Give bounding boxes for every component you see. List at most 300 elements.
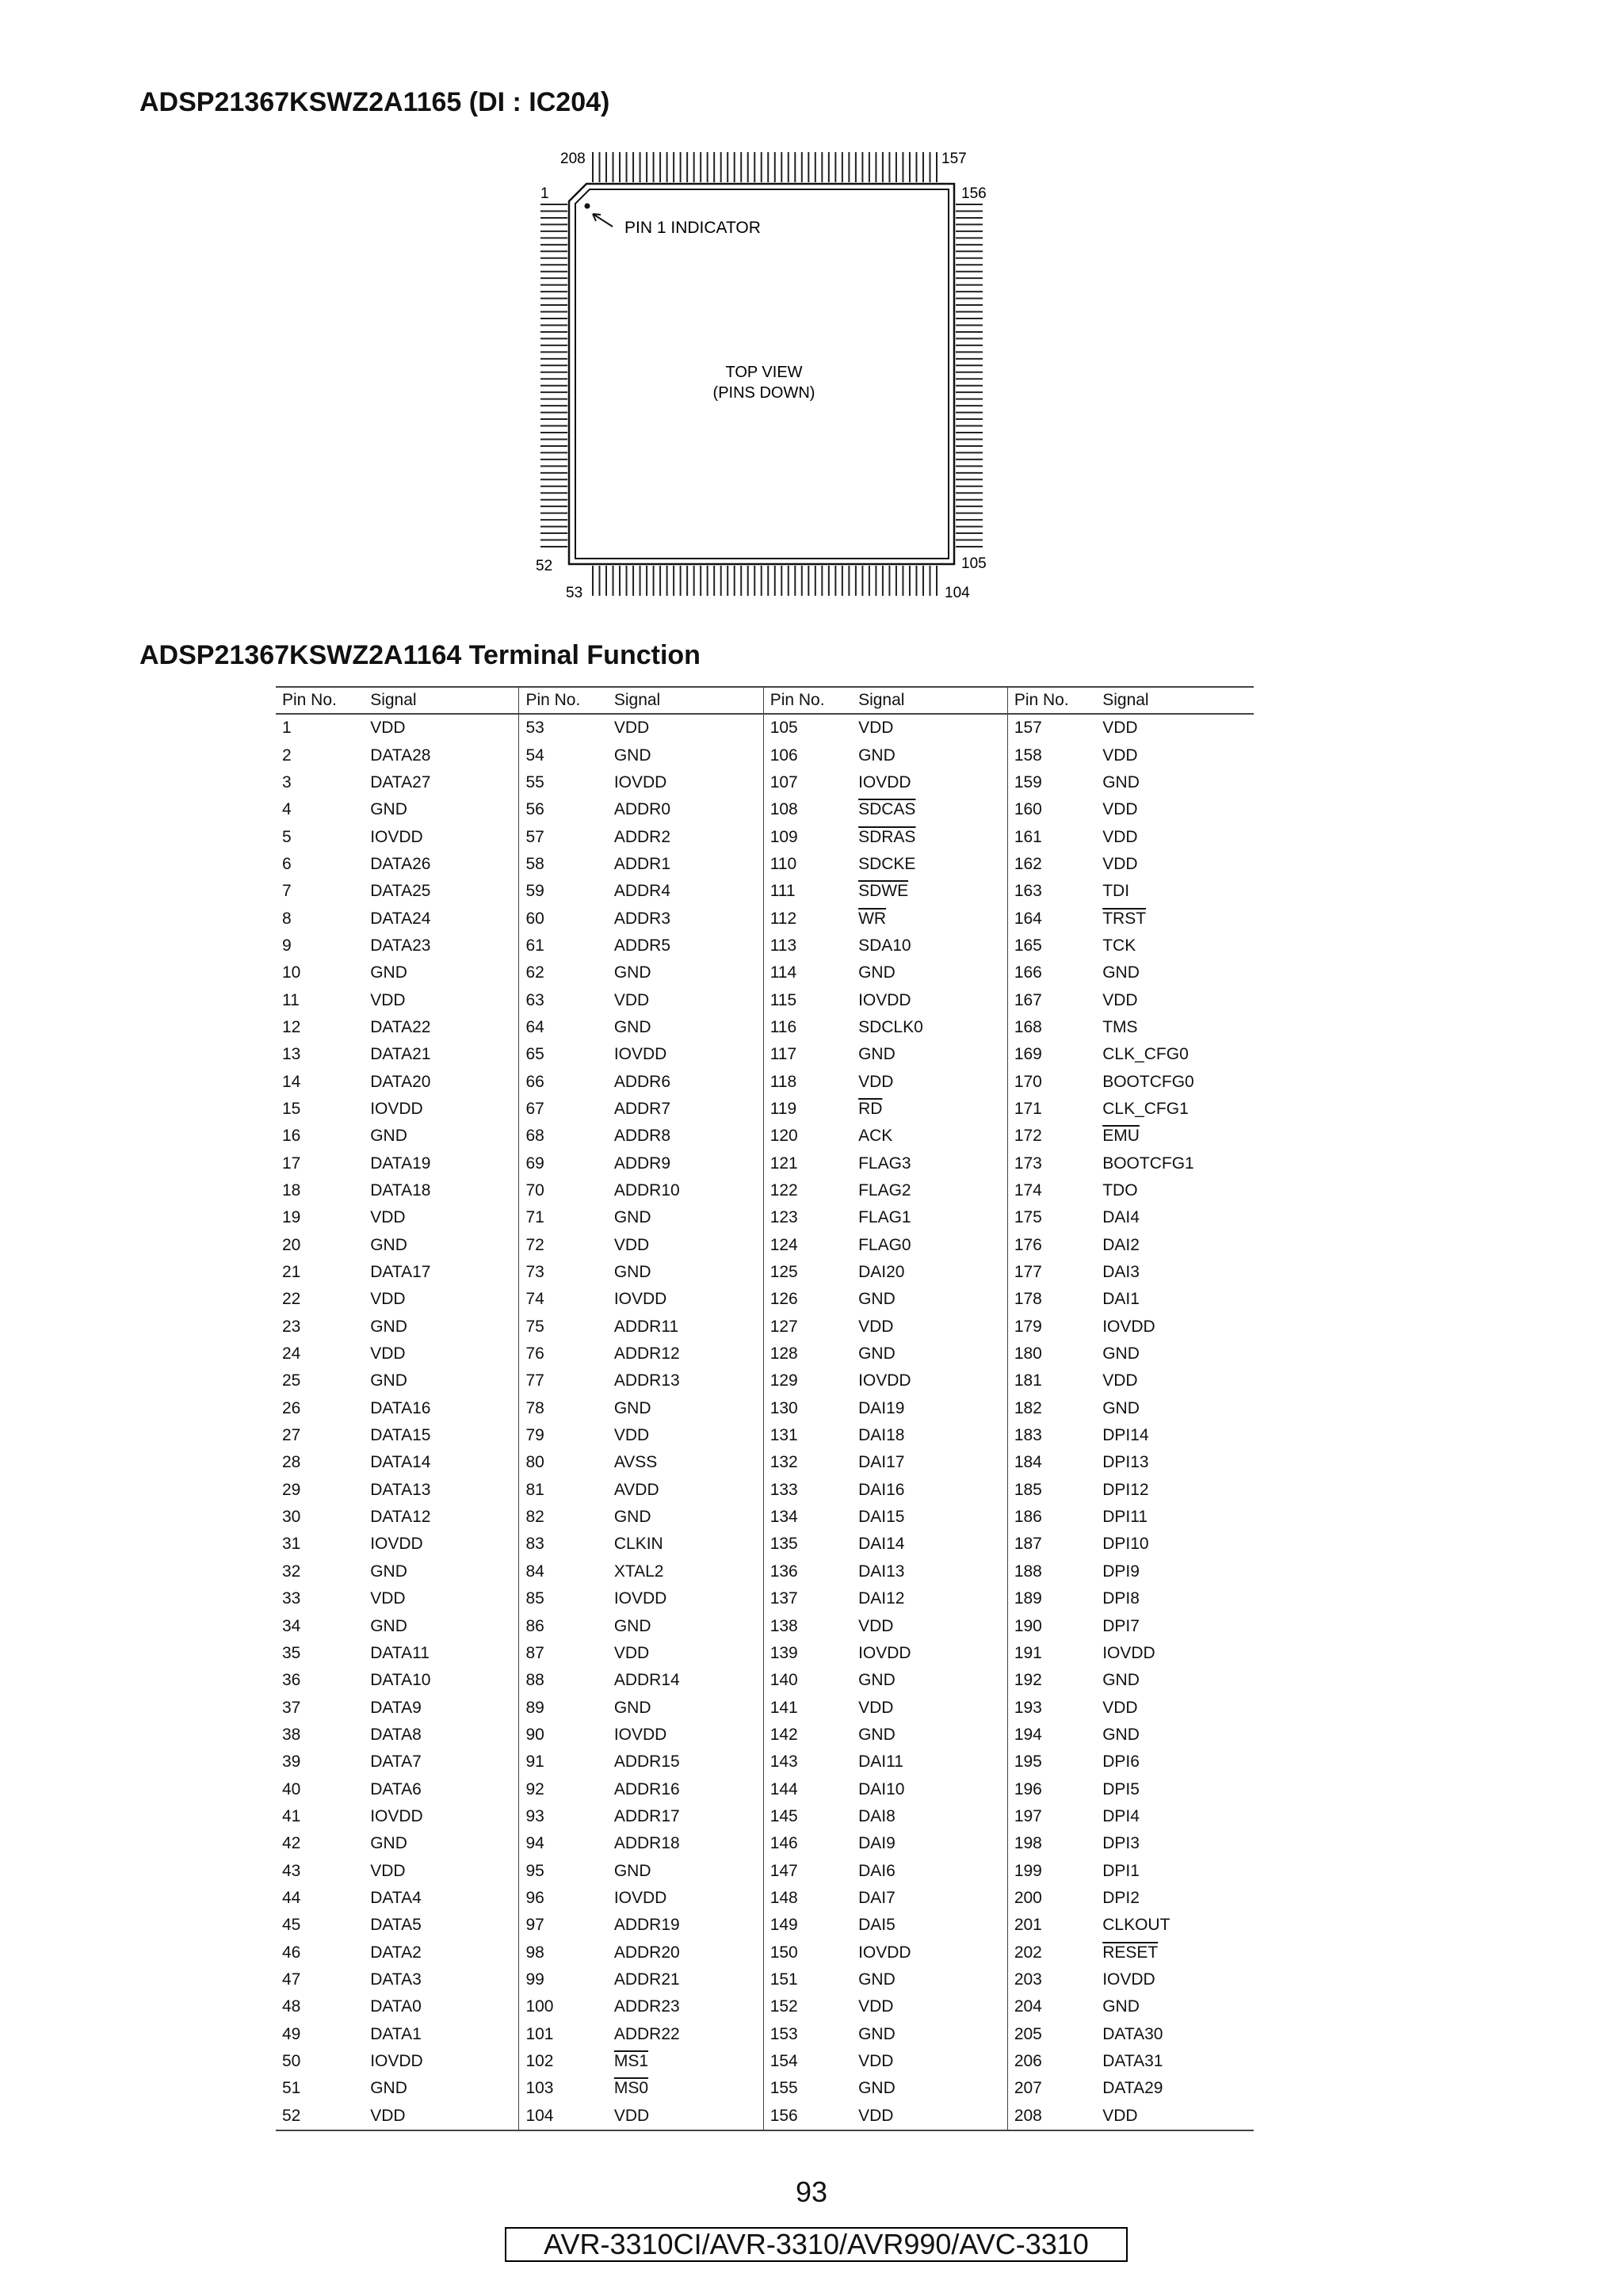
pin-number-cell: 141 bbox=[763, 1694, 852, 1721]
pin-number-cell: 66 bbox=[519, 1068, 608, 1095]
table-row bbox=[276, 1585, 1254, 1612]
pin-number-cell: 61 bbox=[519, 933, 608, 959]
pin-number-cell: 58 bbox=[519, 851, 608, 878]
signal-cell: IOVDD bbox=[370, 2052, 423, 2071]
page-number: 93 bbox=[795, 2176, 828, 2208]
pin-number-cell: 149 bbox=[763, 1912, 852, 1939]
pin-number-cell: 191 bbox=[1007, 1640, 1096, 1667]
pin-number-cell: 59 bbox=[519, 878, 608, 905]
table-row bbox=[276, 823, 1254, 850]
pin-number-cell: 83 bbox=[519, 1531, 608, 1558]
pin-number-cell: 102 bbox=[519, 2048, 608, 2075]
signal-cell: GND bbox=[370, 1371, 407, 1390]
signal-cell: VDD bbox=[1102, 990, 1138, 1009]
left-pin-column bbox=[540, 204, 567, 547]
pin-number-cell: 71 bbox=[519, 1204, 608, 1231]
signal-cell: GND bbox=[858, 1045, 896, 1064]
signal-cell: IOVDD bbox=[858, 1943, 911, 1962]
signal-cell: DATA27 bbox=[370, 772, 431, 791]
signal-cell: DATA31 bbox=[1102, 2052, 1163, 2071]
signal-cell: IOVDD bbox=[1102, 1317, 1155, 1336]
pin-number-cell: 183 bbox=[1007, 1422, 1096, 1449]
signal-cell: DATA21 bbox=[370, 1045, 431, 1064]
pin-label-53: 53 bbox=[566, 585, 583, 601]
pin-number-cell: 24 bbox=[282, 1344, 301, 1363]
signal-cell: DATA30 bbox=[1102, 2024, 1163, 2043]
pin-number-cell: 156 bbox=[763, 2103, 852, 2130]
signal-cell: IOVDD bbox=[858, 772, 911, 791]
signal-cell: BOOTCFG1 bbox=[1102, 1154, 1194, 1173]
table-row bbox=[276, 959, 1254, 986]
pin-number-cell: 80 bbox=[519, 1449, 608, 1476]
pin-number-cell: 208 bbox=[1007, 2103, 1096, 2130]
pin-number-cell: 77 bbox=[519, 1367, 608, 1394]
signal-cell: ADDR14 bbox=[613, 1671, 680, 1690]
signal-cell: ADDR12 bbox=[613, 1344, 680, 1363]
pin-label-156: 156 bbox=[961, 185, 987, 202]
pin-number-cell: 173 bbox=[1007, 1150, 1096, 1177]
pin-number-cell: 124 bbox=[763, 1232, 852, 1259]
pin-number-cell: 46 bbox=[282, 1943, 301, 1962]
header-signal: Signal bbox=[1096, 687, 1254, 714]
pin-number-cell: 147 bbox=[763, 1857, 852, 1884]
pin-number-cell: 11 bbox=[282, 990, 300, 1009]
signal-cell: ADDR5 bbox=[613, 936, 671, 955]
signal-cell: DAI16 bbox=[858, 1480, 905, 1499]
table-row bbox=[276, 2048, 1254, 2075]
signal-cell: DAI3 bbox=[1102, 1263, 1140, 1282]
table-row bbox=[276, 1912, 1254, 1939]
table-row bbox=[276, 2103, 1254, 2130]
pin-number-cell: 100 bbox=[519, 1993, 608, 2020]
pin-number-cell: 13 bbox=[282, 1045, 301, 1064]
pin-number-cell: 143 bbox=[763, 1749, 852, 1775]
pin-number-cell: 187 bbox=[1007, 1531, 1096, 1558]
pin-number-cell: 96 bbox=[519, 1885, 608, 1912]
table-row bbox=[276, 878, 1254, 905]
pin-number-cell: 125 bbox=[763, 1259, 852, 1286]
pin-number-cell: 79 bbox=[519, 1422, 608, 1449]
signal-cell: DATA3 bbox=[370, 1970, 422, 1989]
pin-number-cell: 56 bbox=[519, 796, 608, 823]
pin-number-cell: 184 bbox=[1007, 1449, 1096, 1476]
pin-number-cell: 109 bbox=[763, 823, 852, 850]
signal-cell: DATA2 bbox=[370, 1943, 422, 1962]
top-pin-row bbox=[593, 152, 937, 182]
signal-cell: DATA22 bbox=[370, 1017, 431, 1036]
signal-cell: MS0 bbox=[613, 2079, 649, 2098]
table-row bbox=[276, 2021, 1254, 2048]
table-row bbox=[276, 1857, 1254, 1884]
pin-number-cell: 81 bbox=[519, 1477, 608, 1504]
signal-cell: ADDR7 bbox=[613, 1099, 671, 1118]
table-row bbox=[276, 1367, 1254, 1394]
signal-cell: TDO bbox=[1102, 1181, 1138, 1200]
table-row bbox=[276, 742, 1254, 769]
pin-number-cell: 186 bbox=[1007, 1504, 1096, 1531]
pin-number-cell: 140 bbox=[763, 1667, 852, 1694]
signal-cell: ADDR23 bbox=[613, 1997, 680, 2016]
signal-cell: DAI11 bbox=[858, 1753, 903, 1772]
signal-cell: ADDR8 bbox=[613, 1127, 671, 1146]
table-row bbox=[276, 1667, 1254, 1694]
pin-label-105: 105 bbox=[961, 555, 987, 572]
pin-number-cell: 101 bbox=[519, 2021, 608, 2048]
pin-number-cell: 196 bbox=[1007, 1775, 1096, 1802]
table-row bbox=[276, 905, 1254, 932]
pin-number-cell: 74 bbox=[519, 1286, 608, 1313]
pin-number-cell: 23 bbox=[282, 1317, 301, 1336]
pin-number-cell: 130 bbox=[763, 1395, 852, 1422]
pin-number-cell: 64 bbox=[519, 1014, 608, 1041]
header-pin-no: Pin No. bbox=[763, 687, 852, 714]
signal-cell: GND bbox=[1102, 1997, 1140, 2016]
table-row bbox=[276, 769, 1254, 796]
pin-number-cell: 94 bbox=[519, 1830, 608, 1857]
table-row bbox=[276, 1885, 1254, 1912]
pin-number-cell: 5 bbox=[282, 827, 292, 846]
signal-cell: DATA4 bbox=[370, 1888, 422, 1907]
signal-cell: VDD bbox=[1102, 854, 1138, 873]
pin-number-cell: 17 bbox=[282, 1154, 301, 1173]
pin-number-cell: 201 bbox=[1007, 1912, 1096, 1939]
table-row bbox=[276, 1612, 1254, 1639]
pin-number-cell: 206 bbox=[1007, 2048, 1096, 2075]
pin-number-cell: 107 bbox=[763, 769, 852, 796]
table-row bbox=[276, 1558, 1254, 1585]
table-row bbox=[276, 1504, 1254, 1531]
pin-number-cell: 84 bbox=[519, 1558, 608, 1585]
signal-cell: GND bbox=[613, 1861, 651, 1880]
signal-cell: VDD bbox=[852, 2103, 1007, 2130]
pin-number-cell: 22 bbox=[282, 1290, 301, 1309]
pin-number-cell: 105 bbox=[763, 714, 852, 742]
table-row bbox=[276, 1096, 1254, 1123]
pin-number-cell: 57 bbox=[519, 823, 608, 850]
table-row bbox=[276, 1694, 1254, 1721]
pin-number-cell: 82 bbox=[519, 1504, 608, 1531]
pin-number-cell: 188 bbox=[1007, 1558, 1096, 1585]
pin-number-cell: 178 bbox=[1007, 1286, 1096, 1313]
signal-cell: IOVDD bbox=[1102, 1970, 1155, 1989]
pin-label-208: 208 bbox=[560, 151, 586, 167]
signal-cell: DATA1 bbox=[370, 2024, 422, 2043]
pin-number-cell: 85 bbox=[519, 1585, 608, 1612]
signal-cell: $\overline{WR}$ bbox=[858, 909, 887, 928]
signal-cell: SDA10 bbox=[858, 936, 911, 955]
pin-number-cell: 48 bbox=[282, 1997, 301, 2016]
table-row bbox=[276, 1939, 1254, 1966]
signal-cell: VDD bbox=[613, 1643, 650, 1662]
signal-cell: DPI14 bbox=[1102, 1426, 1149, 1445]
pin-number-cell: 18 bbox=[282, 1181, 301, 1200]
pin-number-cell: 193 bbox=[1007, 1694, 1096, 1721]
table-row bbox=[276, 1259, 1254, 1286]
signal-cell: GND bbox=[858, 1671, 896, 1690]
pin-number-cell: 63 bbox=[519, 986, 608, 1013]
signal-cell: ADDR13 bbox=[613, 1371, 680, 1390]
signal-cell: GND bbox=[858, 963, 896, 982]
signal-cell: DATA23 bbox=[370, 936, 431, 955]
pin-label-52: 52 bbox=[536, 558, 553, 574]
signal-cell: VDD bbox=[370, 1290, 406, 1309]
signal-cell: GND bbox=[858, 1290, 896, 1309]
pin-number-cell: 119 bbox=[763, 1096, 852, 1123]
signal-cell: DAI4 bbox=[1102, 1208, 1140, 1227]
signal-cell: DPI13 bbox=[1102, 1453, 1149, 1472]
pin-number-cell: 30 bbox=[282, 1508, 301, 1527]
signal-cell: DATA28 bbox=[370, 746, 431, 765]
pin-number-cell: 9 bbox=[282, 936, 292, 955]
signal-cell: VDD bbox=[858, 719, 894, 738]
pin-number-cell: 144 bbox=[763, 1775, 852, 1802]
table-row bbox=[276, 1286, 1254, 1313]
pin-number-cell: 45 bbox=[282, 1916, 301, 1935]
signal-cell: SDCKE bbox=[858, 854, 916, 873]
signal-cell: VDD bbox=[858, 1616, 894, 1635]
pin-number-cell: 180 bbox=[1007, 1341, 1096, 1367]
signal-cell: FLAG1 bbox=[858, 1208, 911, 1227]
signal-cell: FLAG0 bbox=[858, 1235, 911, 1254]
signal-cell: ADDR2 bbox=[613, 827, 671, 846]
pin-number-cell: 50 bbox=[282, 2052, 301, 2071]
pin-number-cell: 73 bbox=[519, 1259, 608, 1286]
pin-number-cell: 19 bbox=[282, 1208, 301, 1227]
pin-number-cell: 110 bbox=[763, 851, 852, 878]
table-row bbox=[276, 933, 1254, 959]
signal-cell: IOVDD bbox=[613, 1725, 667, 1744]
pin-number-cell: 89 bbox=[519, 1694, 608, 1721]
pin-number-cell: 115 bbox=[763, 986, 852, 1013]
pin-number-cell: 76 bbox=[519, 1341, 608, 1367]
table-row bbox=[276, 796, 1254, 823]
signal-cell: CLKIN bbox=[613, 1535, 663, 1554]
pin-number-cell: 75 bbox=[519, 1314, 608, 1341]
signal-cell: VDD bbox=[1102, 746, 1138, 765]
table-row bbox=[276, 1395, 1254, 1422]
signal-cell: VDD bbox=[613, 990, 650, 1009]
pin-number-cell: 67 bbox=[519, 1096, 608, 1123]
signal-cell: DAI14 bbox=[858, 1535, 905, 1554]
signal-cell: DATA25 bbox=[370, 882, 431, 901]
pin-number-cell: 103 bbox=[519, 2075, 608, 2102]
pin-number-cell: 108 bbox=[763, 796, 852, 823]
signal-cell: VDD bbox=[613, 719, 650, 738]
signal-cell: DATA24 bbox=[370, 909, 431, 928]
bottom-pin-row bbox=[593, 566, 937, 596]
signal-cell: DPI11 bbox=[1102, 1508, 1148, 1527]
signal-cell: GND bbox=[858, 1344, 896, 1363]
pin-number-cell: 93 bbox=[519, 1803, 608, 1830]
pin-number-cell: 166 bbox=[1007, 959, 1096, 986]
pin-number-cell: 4 bbox=[282, 800, 292, 819]
pin-number-cell: 65 bbox=[519, 1041, 608, 1068]
signal-cell: DPI6 bbox=[1102, 1753, 1140, 1772]
header-signal: Signal bbox=[608, 687, 763, 714]
signal-cell: DPI9 bbox=[1102, 1562, 1140, 1581]
top-view-label: TOP VIEW bbox=[725, 364, 803, 381]
pin-number-cell: 99 bbox=[519, 1966, 608, 1993]
signal-cell: FLAG3 bbox=[858, 1154, 911, 1173]
signal-cell: SDCLK0 bbox=[858, 1017, 923, 1036]
table-row bbox=[276, 1341, 1254, 1367]
signal-cell: DATA8 bbox=[370, 1725, 422, 1744]
signal-cell: ACK bbox=[858, 1127, 893, 1146]
pin-number-cell: 172 bbox=[1007, 1123, 1096, 1150]
signal-cell: MS1 bbox=[613, 2052, 649, 2071]
pin-number-cell: 202 bbox=[1007, 1939, 1096, 1966]
signal-cell: VDD bbox=[1102, 800, 1138, 819]
signal-cell: GND bbox=[613, 1398, 651, 1417]
pin-number-cell: 37 bbox=[282, 1698, 301, 1717]
signal-cell: DATA9 bbox=[370, 1698, 422, 1717]
table-row bbox=[276, 1775, 1254, 1802]
header-pin-no: Pin No. bbox=[1007, 687, 1096, 714]
pin-number-cell: 132 bbox=[763, 1449, 852, 1476]
pin-number-cell: 118 bbox=[763, 1068, 852, 1095]
signal-cell: DAI2 bbox=[1102, 1235, 1140, 1254]
pin-number-cell: 1 bbox=[282, 719, 292, 738]
table-row bbox=[276, 1993, 1254, 2020]
pin-number-cell: 16 bbox=[282, 1127, 301, 1146]
signal-cell: GND bbox=[858, 2079, 896, 2098]
pin-number-cell: 133 bbox=[763, 1477, 852, 1504]
pin-number-cell: 88 bbox=[519, 1667, 608, 1694]
signal-cell: IOVDD bbox=[858, 1643, 911, 1662]
pin-number-cell: 151 bbox=[763, 1966, 852, 1993]
pin-number-cell: 179 bbox=[1007, 1314, 1096, 1341]
signal-cell: IOVDD bbox=[613, 1589, 667, 1608]
signal-cell: DAI7 bbox=[858, 1888, 896, 1907]
pin-number-cell: 27 bbox=[282, 1426, 301, 1445]
signal-cell: BOOTCFG0 bbox=[1102, 1072, 1194, 1091]
table-row bbox=[276, 1449, 1254, 1476]
signal-cell: GND bbox=[613, 1208, 651, 1227]
signal-cell: ADDR20 bbox=[613, 1943, 680, 1962]
signal-cell: DPI7 bbox=[1102, 1616, 1140, 1635]
signal-cell: DPI3 bbox=[1102, 1834, 1140, 1853]
signal-cell: DPI5 bbox=[1102, 1779, 1140, 1798]
pin-number-cell: 104 bbox=[519, 2103, 608, 2130]
pin-number-cell: 25 bbox=[282, 1371, 301, 1390]
table-row bbox=[276, 1422, 1254, 1449]
signal-cell: VDD bbox=[370, 1344, 406, 1363]
pin-number-cell: 7 bbox=[282, 882, 292, 901]
pin-number-cell: 167 bbox=[1007, 986, 1096, 1013]
pin-number-cell: 199 bbox=[1007, 1857, 1096, 1884]
pin-number-cell: 86 bbox=[519, 1612, 608, 1639]
pin-number-cell: 142 bbox=[763, 1722, 852, 1749]
signal-cell: ADDR9 bbox=[613, 1154, 671, 1173]
pin-number-cell: 192 bbox=[1007, 1667, 1096, 1694]
signal-cell: DPI10 bbox=[1102, 1535, 1149, 1554]
pin-number-cell: 136 bbox=[763, 1558, 852, 1585]
signal-cell: GND bbox=[370, 2079, 407, 2098]
signal-cell: DATA11 bbox=[370, 1643, 430, 1662]
pin-number-cell: 32 bbox=[282, 1562, 301, 1581]
pin-number-cell: 98 bbox=[519, 1939, 608, 1966]
signal-cell: DATA15 bbox=[370, 1426, 431, 1445]
signal-cell: DAI18 bbox=[858, 1426, 905, 1445]
pin-number-cell: 174 bbox=[1007, 1177, 1096, 1204]
pin-number-cell: 194 bbox=[1007, 1722, 1096, 1749]
signal-cell: IOVDD bbox=[613, 772, 667, 791]
signal-cell: IOVDD bbox=[858, 990, 911, 1009]
signal-cell: SDRAS bbox=[858, 827, 916, 846]
table-row bbox=[276, 1232, 1254, 1259]
signal-cell: GND bbox=[1102, 963, 1140, 982]
signal-cell: VDD bbox=[370, 990, 406, 1009]
pin-number-cell: 70 bbox=[519, 1177, 608, 1204]
signal-cell: IOVDD bbox=[613, 1045, 667, 1064]
pin-number-cell: 152 bbox=[763, 1993, 852, 2020]
signal-cell: VDD bbox=[1102, 1371, 1138, 1390]
pin-number-cell: 90 bbox=[519, 1722, 608, 1749]
signal-cell: FLAG2 bbox=[858, 1181, 911, 1200]
pin-label-157: 157 bbox=[941, 151, 967, 167]
signal-cell: $\overline{RD}$ bbox=[858, 1099, 883, 1118]
signal-cell: IOVDD bbox=[370, 1099, 423, 1118]
pin-number-cell: 126 bbox=[763, 1286, 852, 1313]
pin-number-cell: 116 bbox=[763, 1014, 852, 1041]
pin-number-cell: 163 bbox=[1007, 878, 1096, 905]
pin-number-cell: 121 bbox=[763, 1150, 852, 1177]
chip-package-diagram bbox=[523, 143, 999, 610]
pin-number-cell: 117 bbox=[763, 1041, 852, 1068]
signal-cell: DATA18 bbox=[370, 1181, 431, 1200]
signal-cell: DATA0 bbox=[370, 1997, 422, 2016]
pin-number-cell: 182 bbox=[1007, 1395, 1096, 1422]
pin-number-cell: 154 bbox=[763, 2048, 852, 2075]
pin-number-cell: 207 bbox=[1007, 2075, 1096, 2102]
pin-number-cell: 78 bbox=[519, 1395, 608, 1422]
signal-cell: DAI12 bbox=[858, 1589, 905, 1608]
pin-number-cell: 181 bbox=[1007, 1367, 1096, 1394]
pin-number-cell: 41 bbox=[282, 1806, 301, 1825]
signal-cell: ADDR11 bbox=[613, 1317, 679, 1336]
signal-cell: CLK_CFG1 bbox=[1102, 1099, 1189, 1118]
signal-cell: DPI12 bbox=[1102, 1480, 1149, 1499]
pin-number-cell: 123 bbox=[763, 1204, 852, 1231]
signal-cell: GND bbox=[613, 1508, 651, 1527]
header-pin-no: Pin No. bbox=[519, 687, 608, 714]
signal-cell: ADDR19 bbox=[613, 1916, 680, 1935]
signal-cell: RESET bbox=[1102, 1943, 1159, 1962]
signal-cell: VDD bbox=[608, 2103, 763, 2130]
signal-cell: VDD bbox=[1102, 719, 1138, 738]
pin-number-cell: 145 bbox=[763, 1803, 852, 1830]
signal-cell: SDCAS bbox=[858, 800, 916, 819]
signal-cell: VDD bbox=[858, 1698, 894, 1717]
pin-number-cell: 122 bbox=[763, 1177, 852, 1204]
table-row bbox=[276, 1014, 1254, 1041]
signal-cell: TRST bbox=[1102, 909, 1147, 928]
signal-cell: GND bbox=[370, 1562, 407, 1581]
pin-number-cell: 131 bbox=[763, 1422, 852, 1449]
pin-number-cell: 148 bbox=[763, 1885, 852, 1912]
signal-cell: GND bbox=[613, 1698, 651, 1717]
pin-number-cell: 39 bbox=[282, 1753, 301, 1772]
signal-cell: DAI6 bbox=[858, 1861, 896, 1880]
pin-label-1: 1 bbox=[540, 185, 549, 202]
table-row bbox=[276, 1068, 1254, 1095]
signal-cell: DAI15 bbox=[858, 1508, 905, 1527]
signal-cell: DAI19 bbox=[858, 1398, 905, 1417]
pin-number-cell: 200 bbox=[1007, 1885, 1096, 1912]
signal-cell: VDD bbox=[370, 719, 406, 738]
signal-cell: IOVDD bbox=[613, 1888, 667, 1907]
table-row bbox=[276, 1041, 1254, 1068]
